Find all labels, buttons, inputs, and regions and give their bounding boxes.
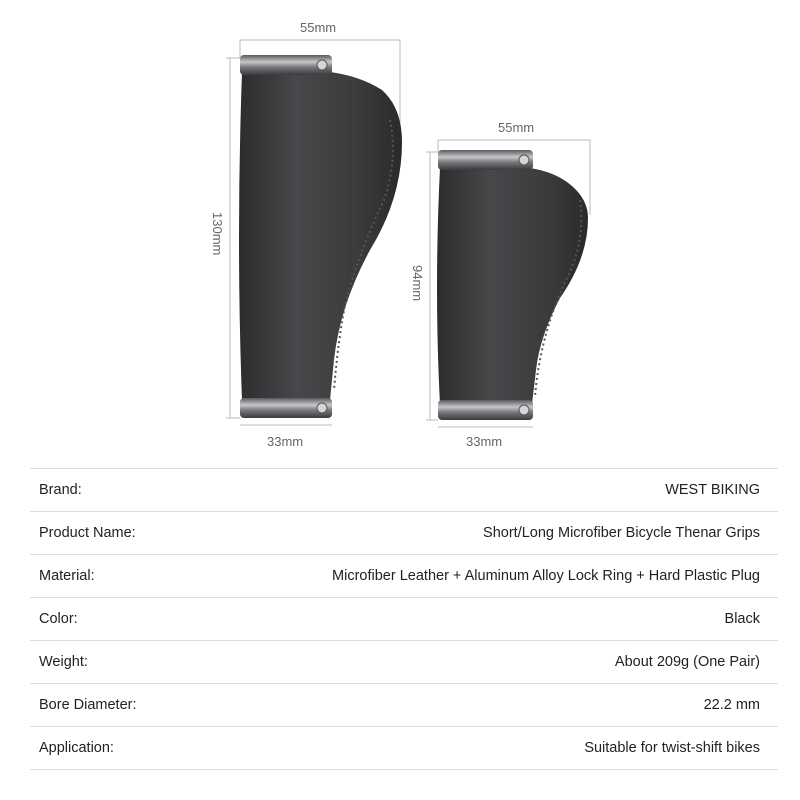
spec-value: About 209g (One Pair) xyxy=(614,654,760,670)
short-grip-top-width-label: 55mm xyxy=(498,120,535,135)
long-grip-top-bolt xyxy=(317,60,327,70)
long-grip-height-label: 130mm xyxy=(210,212,225,256)
short-grip-bottom-width-label: 33mm xyxy=(466,434,503,449)
spec-row-product-name xyxy=(30,511,778,554)
short-grip xyxy=(437,150,588,420)
long-grip-bottom-bolt xyxy=(317,403,327,413)
short-grip-bottom-bolt xyxy=(519,405,529,415)
spec-value: Black xyxy=(724,611,760,627)
spec-value: Microfiber Leather + Aluminum Alloy Lock Ring + Hard Plastic Plug xyxy=(332,568,760,584)
specs-table xyxy=(30,468,778,770)
long-grip xyxy=(239,55,402,418)
spec-value: Suitable for twist-shift bikes xyxy=(584,740,760,756)
spec-row-weight xyxy=(30,640,778,683)
spec-label: Brand: xyxy=(39,482,82,498)
spec-row-brand xyxy=(30,468,778,511)
spec-label: Bore Diameter: xyxy=(39,697,137,713)
short-grip-height-label: 94mm xyxy=(410,265,425,302)
long-grip-body xyxy=(239,72,402,400)
spec-value: Short/Long Microfiber Bicycle Thenar Grips xyxy=(483,525,760,541)
spec-row-application xyxy=(30,726,778,770)
spec-row-material xyxy=(30,554,778,597)
long-grip-top-width-label: 55mm xyxy=(300,20,337,35)
spec-label: Color: xyxy=(39,611,78,627)
spec-label: Product Name: xyxy=(39,525,136,541)
spec-row-bore-diameter xyxy=(30,683,778,726)
spec-label: Material: xyxy=(39,568,95,584)
spec-label: Weight: xyxy=(39,654,88,670)
spec-value: 22.2 mm xyxy=(703,697,760,713)
spec-value: WEST BIKING xyxy=(665,482,760,498)
short-grip-top-bolt xyxy=(519,155,529,165)
short-grip-body xyxy=(437,168,588,404)
long-grip-bottom-width-label: 33mm xyxy=(267,434,304,449)
spec-row-color xyxy=(30,597,778,640)
spec-label: Application: xyxy=(39,740,114,756)
